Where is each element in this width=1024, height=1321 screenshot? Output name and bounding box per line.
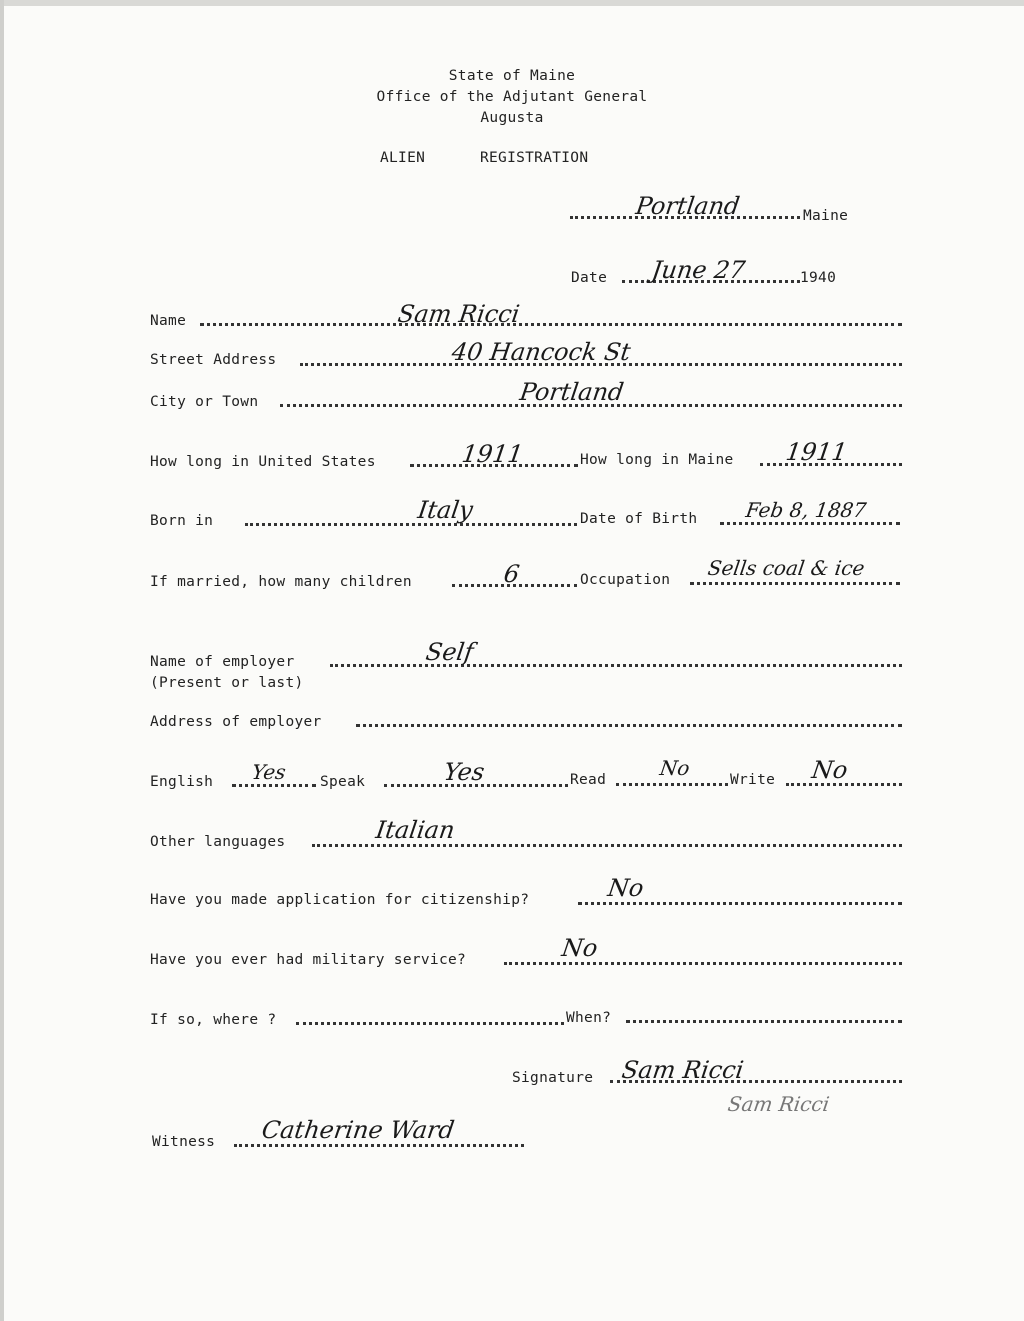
when-line	[626, 1020, 902, 1023]
where-line	[296, 1022, 564, 1025]
speak-value: Yes	[442, 758, 487, 786]
children-value: 6	[502, 560, 522, 588]
read-value: No	[658, 756, 692, 780]
military-line	[504, 962, 902, 965]
when-label: When?	[566, 1010, 612, 1026]
name-value: Sam Ricci	[396, 300, 522, 328]
employer-address-line	[356, 724, 902, 727]
occupation-line	[690, 582, 900, 585]
read-line	[616, 783, 728, 786]
employer-value: Self	[424, 638, 476, 666]
street-label: Street Address	[150, 352, 277, 368]
citizenship-label: Have you made application for citizenship?	[150, 892, 530, 908]
speak-label: Speak	[320, 774, 366, 790]
form-title-registration: REGISTRATION	[480, 150, 589, 166]
maine-label: How long in Maine	[580, 452, 734, 468]
write-label: Write	[730, 772, 776, 788]
dob-line	[720, 522, 900, 525]
place-suffix: Maine	[803, 208, 849, 224]
header-office: Office of the Adjutant General	[376, 89, 648, 105]
other-languages-label: Other languages	[150, 834, 286, 850]
name-line	[200, 323, 902, 326]
header-city: Augusta	[480, 110, 544, 126]
maine-value: 1911	[784, 438, 850, 466]
where-label: If so, where ?	[150, 1012, 277, 1028]
place-value: Portland	[634, 192, 742, 220]
us-label: How long in United States	[150, 454, 376, 470]
signature-note: Sam Ricci	[726, 1092, 831, 1116]
children-label: If married, how many children	[150, 574, 412, 590]
employer-line	[330, 664, 902, 667]
witness-label: Witness	[152, 1134, 216, 1150]
employer-sub: (Present or last)	[150, 675, 304, 691]
date-label: Date	[571, 270, 608, 286]
military-value: No	[560, 934, 600, 962]
date-value: June 27	[650, 256, 747, 284]
form-title-alien: ALIEN	[380, 150, 426, 166]
city-value: Portland	[518, 378, 626, 406]
born-label: Born in	[150, 513, 214, 529]
employer-address-label: Address of employer	[150, 714, 322, 730]
other-languages-line	[312, 844, 902, 847]
signature-value: Sam Ricci	[620, 1056, 746, 1084]
scan-edge-top	[0, 0, 1024, 6]
street-value: 40 Hancock St	[450, 338, 633, 366]
write-value: No	[810, 756, 850, 784]
english-line	[232, 784, 316, 787]
dob-value: Feb 8, 1887	[744, 498, 868, 522]
header-state: State of Maine	[448, 68, 576, 84]
name-label: Name	[150, 313, 187, 329]
signature-label: Signature	[512, 1070, 594, 1086]
english-value: Yes	[250, 760, 288, 784]
citizenship-line	[578, 902, 902, 905]
citizenship-value: No	[606, 874, 646, 902]
born-value: Italy	[416, 496, 475, 524]
military-label: Have you ever had military service?	[150, 952, 467, 968]
witness-line	[234, 1144, 524, 1147]
witness-value: Catherine Ward	[260, 1116, 457, 1144]
born-line	[245, 523, 577, 526]
employer-label: Name of employer	[150, 654, 295, 670]
occupation-value: Sells coal & ice	[706, 556, 867, 580]
dob-label: Date of Birth	[580, 511, 698, 527]
other-languages-value: Italian	[374, 816, 457, 844]
occupation-label: Occupation	[580, 572, 671, 588]
city-label: City or Town	[150, 394, 259, 410]
english-label: English	[150, 774, 214, 790]
scan-edge-left	[0, 0, 4, 1321]
us-value: 1911	[460, 440, 526, 468]
read-label: Read	[570, 772, 607, 788]
date-year: 1940	[800, 270, 837, 286]
